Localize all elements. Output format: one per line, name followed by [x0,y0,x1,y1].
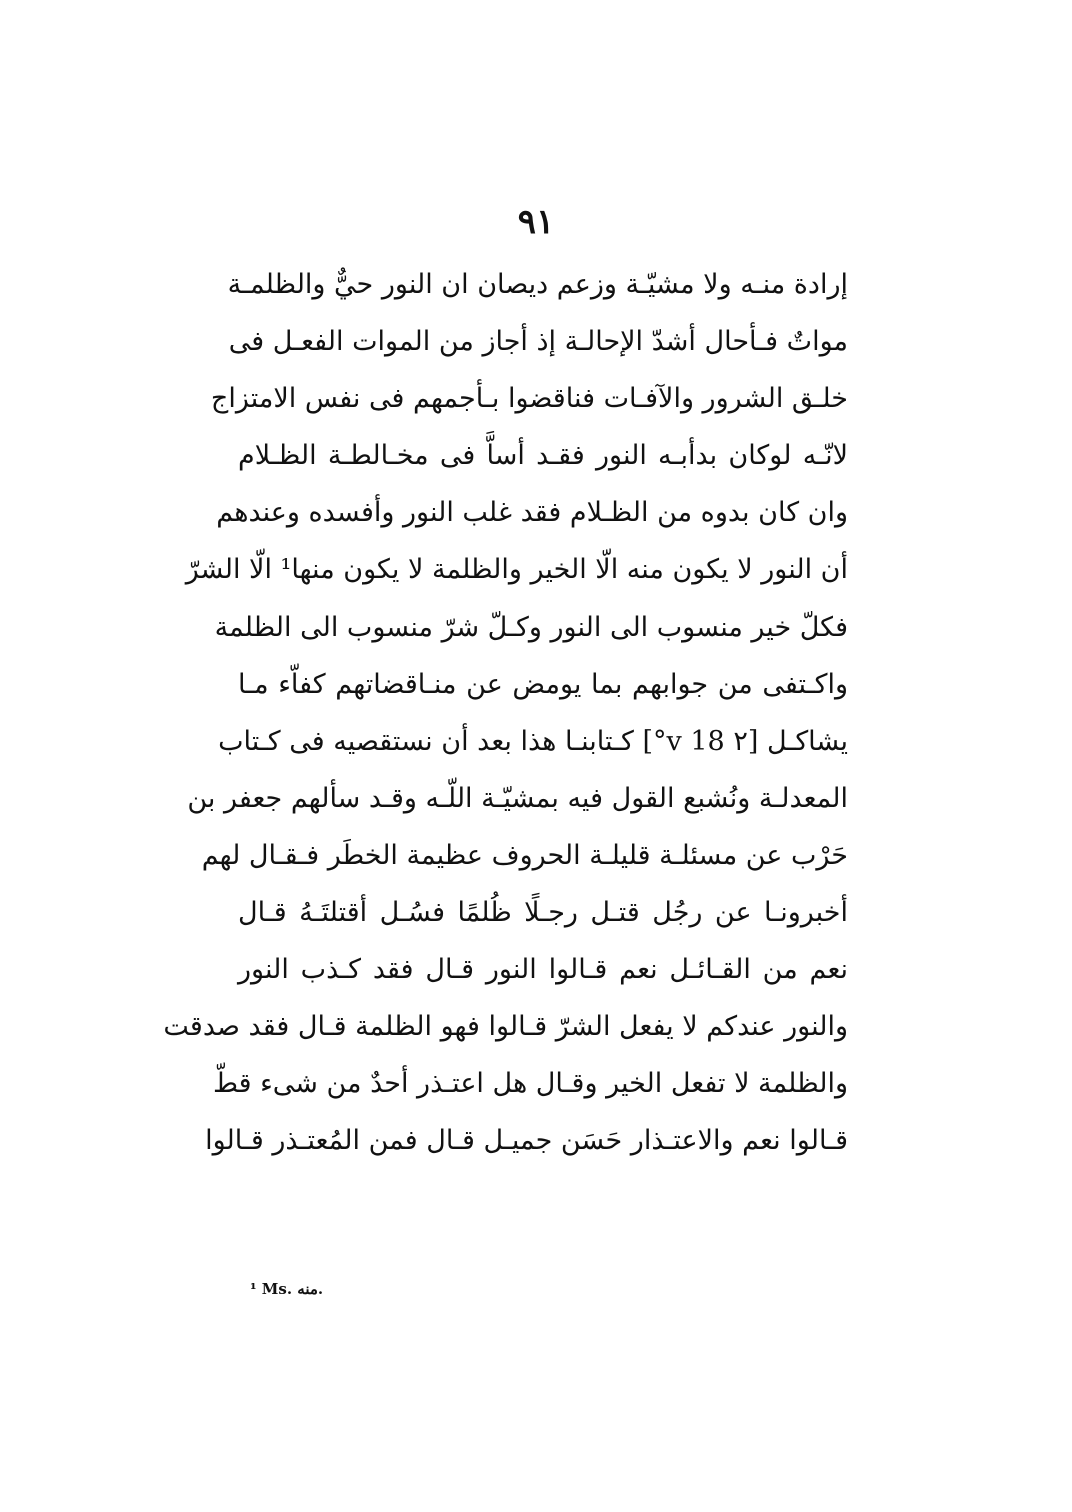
text-line: فكلّ خير منسوب الى النور وكـلّ شرّ منسوب الى الظلمة [214,611,848,643]
text-line: قـالوا نعم والاعتـذار حَسَن جميـل قـال فمن المُعتـذر قـالوا [205,1125,848,1157]
footnote: ¹ Ms. منه. [250,1280,324,1298]
body-text [163,256,848,1170]
text-line: لانّـه لوكان بدأبـه النور فقـد أساَّ فى مخـالطـة الظـلام [238,440,848,472]
text-line: والنور عندكم لا يفعل الشرّ قـالوا فهو الظلمة قـال فقد صدقت [163,1011,848,1043]
text-line: وان كان بدوه من الظـلام فقد غلب النور وأفسده وعندهم [216,497,848,529]
text-line: إرادة منـه ولا مشيّـة وزعم ديصان ان النور حيٌّ والظلمـة [227,269,848,300]
text-line: واكـتفى من جوابهم بما يومض عن منـاقضاتهم كفاّء مـا [238,668,848,700]
text-line: أخبرونـا عن رجُل قتـل رجـلًا ظُلمًا فسُـل أقتلتَـهُ قـال [238,897,848,929]
text-line: حَرْب عن مسئلـة قليلـة الحروف عظيمة الخطَر فـقـال لهم [201,839,848,871]
text-line: المعدلـة ونُشبع القول فيه بمشيّـة اللّـه وقـد سألهم جعفر بن [187,782,848,814]
text-line: مواتٌ فـأحال أشدّ الإحالـة إذ أجاز من الموات الفعـل فى [228,326,848,358]
text-line: خلـق الشرور والآفـات فناقضوا بـأجمهم فى نفس الامتزاج [210,383,848,415]
text-line: نعم من القـائـل نعم قـالوا النور قـال فقد كـذب النور [238,954,848,986]
text-line: أن النور لا يكون منه الّا الخير والظلمة لا يكون منها¹ الّا الشرّ [185,554,848,586]
text-line: والظلمة لا تفعل الخير وقـال هل اعتـذر أحدٌ من شىء قطّ [212,1068,848,1100]
text-line: يشاكـل [٢ 18 v°] كـتابنـا هذا بعد أن نستقصيه فى كـتاب [218,725,848,757]
page-number: ٩١ [517,202,555,242]
